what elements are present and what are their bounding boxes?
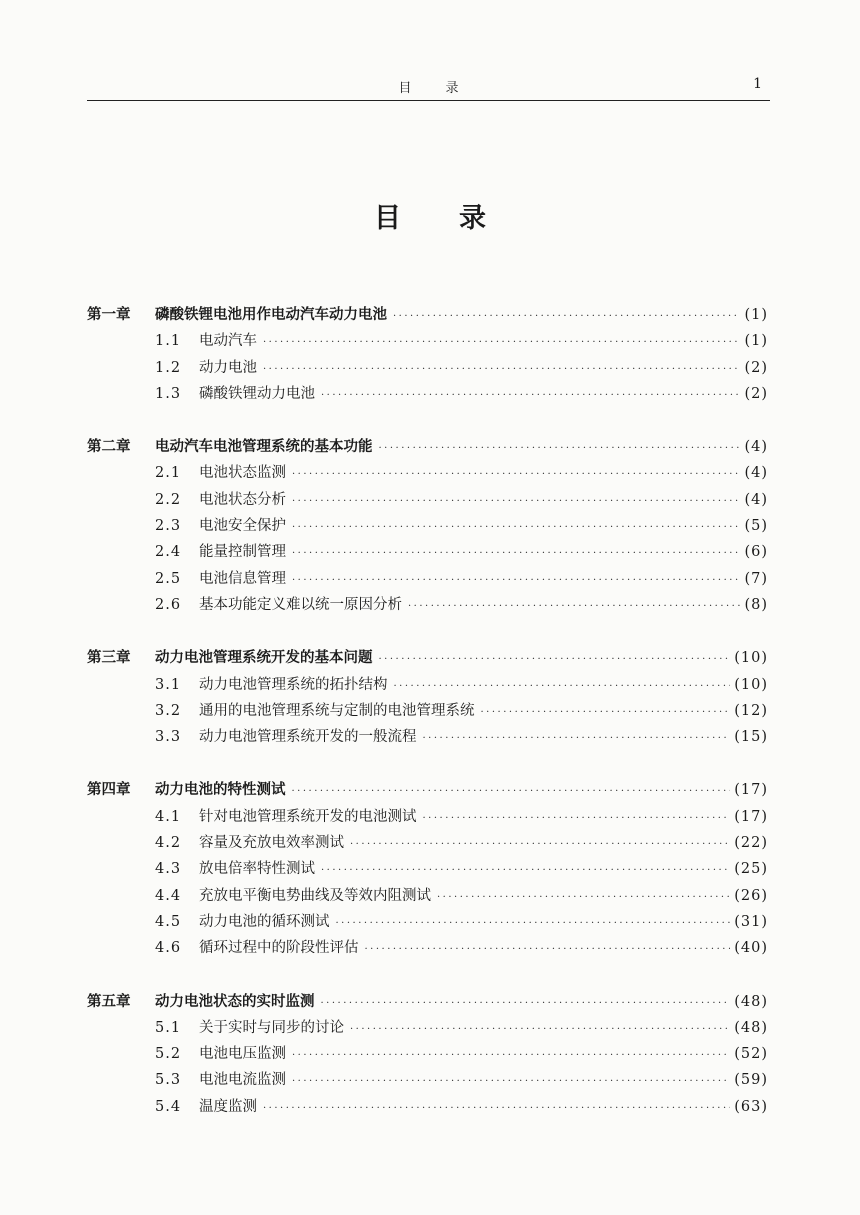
- dot-leader: [481, 707, 731, 718]
- section-page: (10): [734, 676, 768, 693]
- section-number: 4.1: [155, 808, 182, 825]
- section-number: 2.2: [155, 491, 182, 508]
- dot-leader: [263, 1103, 730, 1114]
- dot-leader: [423, 813, 731, 824]
- section-number: 3.3: [155, 729, 182, 746]
- dot-leader: [379, 443, 741, 454]
- chapter-title: 动力电池管理系统开发的基本问题: [155, 650, 373, 667]
- toc-chapter: [87, 646, 768, 751]
- section-title: 电池状态分析: [199, 491, 286, 508]
- section-page: (48): [734, 1019, 768, 1036]
- chapter-label: 第五章: [87, 993, 131, 1010]
- dot-leader: [350, 839, 730, 850]
- section-number: 5.4: [155, 1098, 182, 1115]
- section-number: 1.3: [155, 385, 182, 402]
- dot-leader: [394, 681, 731, 692]
- section-number: 1.2: [155, 359, 182, 376]
- toc-chapter: [87, 303, 768, 408]
- section-number: 1.1: [155, 333, 182, 350]
- chapter-page: (48): [734, 993, 768, 1010]
- section-title: 电池状态监测: [199, 465, 286, 482]
- section-title: 针对电池管理系统开发的电池测试: [199, 808, 417, 825]
- toc-section-entry[interactable]: [87, 910, 768, 936]
- section-number: 3.1: [155, 676, 182, 693]
- section-title: 基本功能定义难以统一原因分析: [199, 596, 402, 613]
- chapter-title: 动力电池的特性测试: [155, 782, 286, 799]
- toc-section-entry[interactable]: [87, 936, 768, 962]
- section-page: (2): [744, 385, 768, 402]
- section-number: 2.5: [155, 570, 182, 587]
- chapter-title: 磷酸铁锂电池用作电动汽车动力电池: [155, 307, 387, 323]
- toc-section-entry[interactable]: [87, 540, 768, 566]
- toc-section-entry[interactable]: [87, 1095, 768, 1121]
- chapter-label: 第一章: [87, 307, 131, 323]
- section-page: (8): [744, 596, 768, 613]
- section-title: 电池电压监测: [199, 1046, 286, 1063]
- chapter-label: 第四章: [87, 782, 131, 799]
- dot-leader: [365, 944, 731, 955]
- running-title: 目录: [398, 81, 493, 96]
- dot-leader: [423, 733, 731, 744]
- section-title: 放电倍率特性测试: [199, 861, 315, 878]
- section-number: 5.3: [155, 1072, 182, 1089]
- section-number: 5.2: [155, 1046, 182, 1063]
- section-number: 4.3: [155, 861, 182, 878]
- section-number: 2.6: [155, 596, 182, 613]
- section-page: (12): [734, 702, 768, 719]
- toc-section-entry[interactable]: [87, 567, 768, 593]
- chapter-title: 动力电池状态的实时监测: [155, 993, 315, 1010]
- table-of-contents: [87, 303, 768, 1148]
- section-page: (59): [734, 1072, 768, 1089]
- toc-section-entry[interactable]: [87, 1016, 768, 1042]
- toc-section-entry[interactable]: [87, 1068, 768, 1094]
- section-title: 循环过程中的阶段性评估: [199, 940, 359, 957]
- dot-leader: [292, 522, 740, 533]
- dot-leader: [393, 311, 740, 322]
- section-title: 容量及充放电效率测试: [199, 835, 344, 852]
- toc-section-entry[interactable]: [87, 461, 768, 487]
- section-page: (40): [734, 940, 768, 957]
- toc-section-entry[interactable]: [87, 884, 768, 910]
- section-page: (63): [734, 1098, 768, 1115]
- section-page: (5): [744, 518, 768, 535]
- toc-section-entry[interactable]: [87, 382, 768, 408]
- section-number: 4.6: [155, 940, 182, 957]
- section-title: 动力电池: [199, 359, 257, 376]
- section-number: 2.4: [155, 544, 182, 561]
- section-title: 充放电平衡电势曲线及等效内阻测试: [199, 887, 431, 904]
- section-title: 电池安全保护: [199, 518, 286, 535]
- section-title: 通用的电池管理系统与定制的电池管理系统: [199, 702, 475, 719]
- toc-chapter-entry[interactable]: [87, 778, 768, 804]
- section-page: (25): [734, 861, 768, 878]
- dot-leader: [292, 496, 740, 507]
- section-title: 温度监测: [199, 1098, 257, 1115]
- toc-chapter: [87, 990, 768, 1121]
- toc-section-entry[interactable]: [87, 673, 768, 699]
- page-number: 1: [753, 76, 762, 92]
- toc-section-entry[interactable]: [87, 488, 768, 514]
- section-title: 电池电流监测: [199, 1072, 286, 1089]
- toc-chapter-entry[interactable]: [87, 990, 768, 1016]
- running-header: [87, 76, 770, 101]
- toc-section-entry[interactable]: [87, 593, 768, 619]
- toc-section-entry[interactable]: [87, 1042, 768, 1068]
- section-page: (26): [734, 887, 768, 904]
- dot-leader: [350, 1024, 730, 1035]
- section-page: (7): [744, 570, 768, 587]
- section-page: (22): [734, 835, 768, 852]
- section-page: (31): [734, 913, 768, 930]
- dot-leader: [292, 575, 740, 586]
- section-title: 能量控制管理: [199, 544, 286, 561]
- section-page: (4): [744, 491, 768, 508]
- section-title: 关于实时与同步的讨论: [199, 1019, 344, 1036]
- toc-chapter: [87, 778, 768, 962]
- section-title: 磷酸铁锂动力电池: [199, 385, 315, 402]
- dot-leader: [336, 918, 731, 929]
- section-number: 2.3: [155, 518, 182, 535]
- section-page: (52): [734, 1046, 768, 1063]
- dot-leader: [321, 998, 731, 1009]
- toc-chapter-entry[interactable]: [87, 435, 768, 461]
- dot-leader: [292, 1050, 730, 1061]
- toc-chapter-entry[interactable]: [87, 646, 768, 672]
- dot-leader: [408, 601, 740, 612]
- section-title: 动力电池管理系统的拓扑结构: [199, 676, 388, 693]
- dot-leader: [292, 1076, 730, 1087]
- toc-chapter: [87, 435, 768, 619]
- section-number: 5.1: [155, 1019, 182, 1036]
- toc-section-entry[interactable]: [87, 805, 768, 831]
- chapter-page: (10): [734, 650, 768, 667]
- toc-section-entry[interactable]: [87, 699, 768, 725]
- dot-leader: [292, 548, 740, 559]
- page-title: 目录: [374, 203, 544, 234]
- section-title: 电动汽车: [199, 333, 257, 350]
- toc-section-entry[interactable]: [87, 857, 768, 883]
- toc-section-entry[interactable]: [87, 356, 768, 382]
- section-number: 4.4: [155, 887, 182, 904]
- chapter-page: (1): [744, 307, 768, 323]
- section-title: 动力电池管理系统开发的一般流程: [199, 729, 417, 746]
- section-number: 2.1: [155, 465, 182, 482]
- section-title: 电池信息管理: [199, 570, 286, 587]
- dot-leader: [292, 469, 740, 480]
- dot-leader: [379, 654, 731, 665]
- dot-leader: [263, 337, 740, 348]
- dot-leader: [292, 786, 731, 797]
- chapter-label: 第二章: [87, 439, 131, 456]
- toc-section-entry[interactable]: [87, 514, 768, 540]
- section-title: 动力电池的循环测试: [199, 913, 330, 930]
- dot-leader: [437, 892, 730, 903]
- chapter-title: 电动汽车电池管理系统的基本功能: [155, 439, 373, 456]
- dot-leader: [321, 865, 730, 876]
- section-number: 4.5: [155, 913, 182, 930]
- toc-section-entry[interactable]: [87, 725, 768, 751]
- chapter-label: 第三章: [87, 650, 131, 667]
- section-page: (1): [744, 333, 768, 350]
- section-page: (6): [744, 544, 768, 561]
- section-page: (2): [744, 359, 768, 376]
- section-number: 3.2: [155, 702, 182, 719]
- section-page: (17): [734, 808, 768, 825]
- chapter-page: (4): [744, 439, 768, 456]
- dot-leader: [321, 390, 740, 401]
- toc-chapter-entry[interactable]: [87, 303, 768, 329]
- toc-section-entry[interactable]: [87, 831, 768, 857]
- section-page: (4): [744, 465, 768, 482]
- section-number: 4.2: [155, 835, 182, 852]
- chapter-page: (17): [734, 782, 768, 799]
- section-page: (15): [734, 729, 768, 746]
- toc-section-entry[interactable]: [87, 329, 768, 355]
- dot-leader: [263, 364, 740, 375]
